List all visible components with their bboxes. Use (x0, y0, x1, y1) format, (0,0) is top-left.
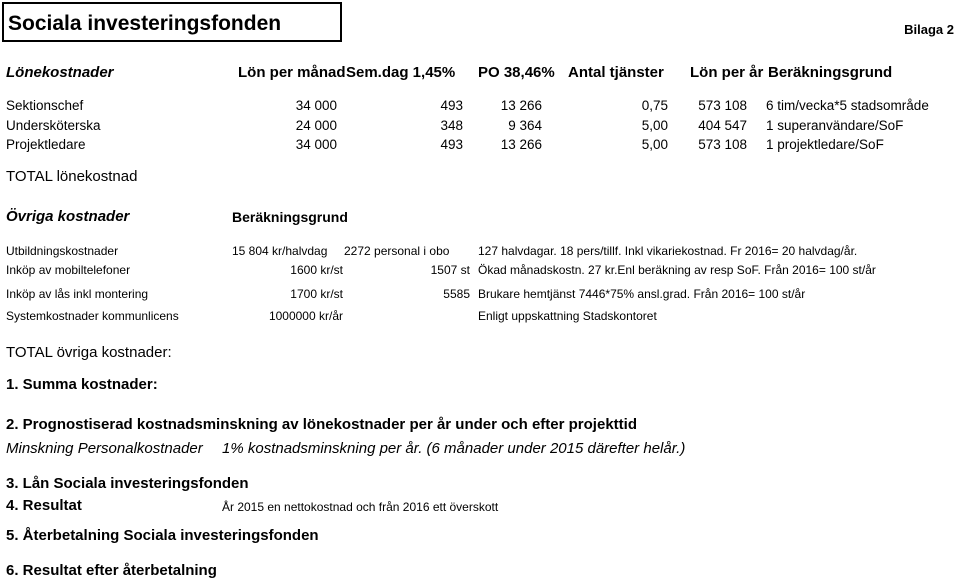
col-header-po: PO 38,46% (478, 64, 555, 81)
summary-repayment: 5. Återbetalning Sociala investeringsfonden (6, 527, 319, 544)
col-header-basis: Beräkningsgrund (768, 64, 893, 81)
row-basis: 127 halvdagar. 18 pers/tillf. Inkl vikariekostnad. Fr 2016= 20 halvdag/år. (478, 244, 858, 258)
row-basis: Ökad månadskostn. 27 kr.Enl beräkning av resp SoF. Från 2016= 100 st/år (478, 263, 876, 277)
row-sem: 493 (440, 137, 463, 152)
col-header-sem: Sem.dag 1,45% (346, 64, 456, 81)
other-section-label: Övriga kostnader (6, 208, 130, 225)
summary-loan: 3. Lån Sociala investeringsfonden (6, 475, 249, 492)
row-basis: 6 tim/vecka*5 stadsområde (766, 98, 929, 113)
row-name: Undersköterska (6, 118, 101, 133)
salary-total-label: TOTAL lönekostnad (6, 168, 138, 185)
summary-forecast-reduction: 2. Prognostiserad kostnadsminskning av lönekostnader per år under och efter projekttid (6, 416, 637, 433)
row-basis: 1 projektledare/SoF (766, 137, 884, 152)
row-po: 9 364 (508, 118, 542, 133)
row-name: Utbildningskostnader (6, 244, 119, 258)
row-sem: 493 (440, 98, 463, 113)
col-header-monthly: Lön per månad (238, 64, 346, 81)
row-name: Sektionschef (6, 98, 84, 113)
col-header-count: Antal tjänster (568, 64, 664, 81)
summary-total-costs: 1. Summa kostnader: (6, 376, 158, 393)
row-name: Inköp av mobiltelefoner (6, 263, 131, 277)
salary-section-label: Lönekostnader (6, 64, 114, 81)
appendix-label: Bilaga 2 (904, 22, 954, 37)
row-name: Projektledare (6, 137, 86, 152)
row-yearly: 573 108 (698, 98, 747, 113)
summary-reduction-text: 1% kostnadsminskning per år. (6 månader under 2015 därefter helår.) (222, 440, 686, 457)
row-qty: 5585 (443, 287, 470, 301)
row-po: 13 266 (500, 137, 542, 152)
row-amount: 1700 kr/st (290, 287, 343, 301)
row-yearly: 573 108 (698, 137, 747, 152)
col-header-yearly: Lön per år (690, 64, 764, 81)
row-monthly: 34 000 (295, 98, 337, 113)
summary-result-text: År 2015 en nettokostnad och från 2016 ett överskott (222, 500, 499, 514)
row-count: 0,75 (641, 98, 668, 113)
row-amount: 15 804 kr/halvdag (232, 244, 328, 258)
row-amount: 1600 kr/st (290, 263, 343, 277)
row-qty: 1507 st (430, 263, 470, 277)
row-count: 5,00 (641, 118, 668, 133)
row-amount: 1000000 kr/år (268, 309, 343, 323)
page-title: Sociala investeringsfonden (8, 12, 282, 35)
row-monthly: 24 000 (295, 118, 337, 133)
row-yearly: 404 547 (698, 118, 747, 133)
other-basis-header: Beräkningsgrund (232, 209, 348, 225)
row-name: Inköp av lås inkl montering (6, 287, 149, 301)
row-po: 13 266 (500, 98, 542, 113)
summary-reduction-label: Minskning Personalkostnader (6, 440, 203, 457)
row-monthly: 34 000 (295, 137, 337, 152)
summary-result-after-repayment: 6. Resultat efter återbetalning (6, 562, 217, 579)
row-sem: 348 (440, 118, 463, 133)
row-count: 5,00 (641, 137, 668, 152)
row-qty: 2272 personal i obo (344, 244, 450, 258)
other-total-label: TOTAL övriga kostnader: (6, 344, 172, 361)
row-name: Systemkostnader kommunlicens (6, 309, 179, 323)
summary-result: 4. Resultat (6, 497, 82, 514)
row-basis: Brukare hemtjänst 7446*75% ansl.grad. Från 2016= 100 st/år (478, 287, 806, 301)
row-basis: Enligt uppskattning Stadskontoret (478, 309, 657, 323)
row-basis: 1 superanvändare/SoF (766, 118, 904, 133)
